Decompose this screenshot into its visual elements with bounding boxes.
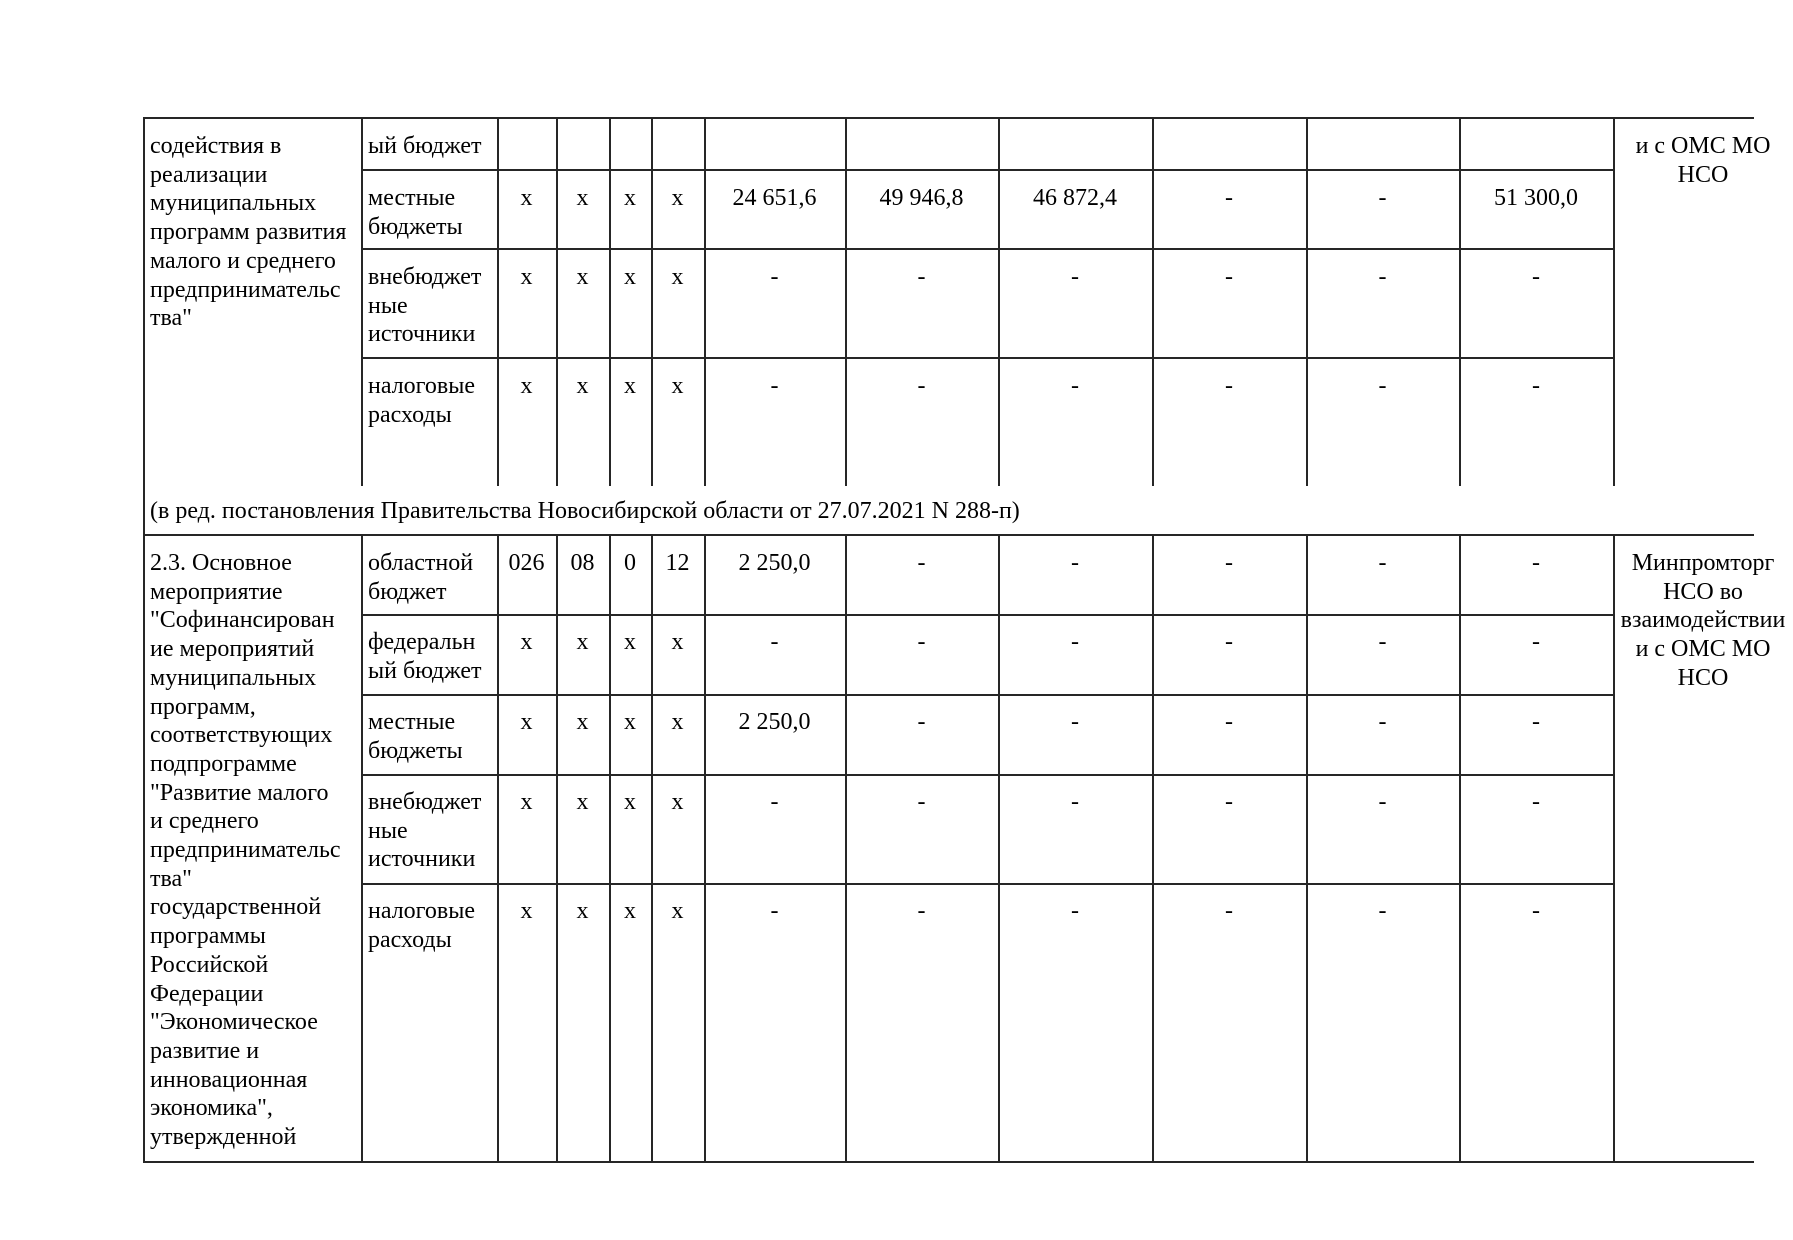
executor-line: и с ОМС МО	[1635, 133, 1771, 159]
table-cell-value: x	[671, 185, 684, 211]
table-cell-value: x	[576, 898, 589, 924]
table-cell-value: x	[520, 264, 533, 290]
funding-source-label: местные	[368, 709, 456, 735]
measure-name-line: муниципальных	[150, 664, 317, 691]
measure-name-line: Федерации	[150, 980, 264, 1007]
funding-source-label: ные	[368, 292, 408, 319]
table-cell-value: x	[520, 185, 533, 211]
table-cell-value: 2 250,0	[738, 709, 811, 735]
table-cell-value: 026	[508, 550, 545, 576]
table-cell-value: -	[1532, 550, 1540, 576]
funding-source-label: источники	[368, 321, 476, 348]
table-cell-value: x	[624, 709, 636, 735]
funding-source-label: расходы	[368, 401, 452, 428]
funding-source-label: налоговые	[368, 898, 476, 924]
measure-name-line: "Экономическое	[150, 1009, 318, 1036]
row-divider	[361, 774, 1613, 776]
column-divider	[998, 117, 1000, 486]
table-cell-value: -	[1378, 264, 1387, 290]
table-cell-value: x	[671, 709, 684, 735]
table-cell-value: -	[1071, 709, 1079, 735]
table-cell-value: -	[917, 373, 926, 399]
table-cell-value: -	[1225, 185, 1233, 211]
table-cell-value: x	[576, 264, 589, 290]
table-cell-value: x	[624, 789, 636, 815]
funding-source-label: расходы	[368, 926, 452, 953]
table-cell-value: -	[1532, 898, 1540, 924]
row-divider	[361, 248, 1613, 250]
table-cell-value: -	[1378, 373, 1387, 399]
measure-name-line: муниципальных	[150, 190, 317, 217]
row-divider	[361, 169, 1613, 171]
table-cell-value: x	[520, 898, 533, 924]
table-cell-value: 2 250,0	[738, 550, 811, 576]
table-cell-value: -	[1378, 185, 1387, 211]
table-cell-value: x	[520, 709, 533, 735]
funding-source-label: бюджет	[368, 578, 447, 605]
funding-source-label: областной	[368, 550, 474, 576]
table-cell-value: -	[1378, 629, 1387, 655]
row-divider	[361, 614, 1613, 616]
table-cell-value: -	[917, 789, 926, 815]
funding-source-label: бюджеты	[368, 737, 463, 764]
executor-line: и с ОМС МО	[1635, 636, 1771, 663]
table-cell-value: x	[520, 789, 533, 815]
measure-name-line: малого и среднего	[150, 247, 336, 274]
executor-line: взаимодействии	[1620, 607, 1786, 634]
table-cell-value: 49 946,8	[879, 185, 964, 211]
measure-name-line: программ развития	[150, 219, 347, 246]
column-divider	[651, 117, 653, 486]
table-cell-value: x	[671, 789, 684, 815]
measure-name-line: экономика",	[150, 1095, 273, 1122]
row-divider	[361, 694, 1613, 696]
table-cell-value: -	[1532, 709, 1540, 735]
table-cell-value: x	[624, 185, 636, 211]
measure-name-line: содействия в	[150, 133, 282, 159]
table-cell-value: x	[576, 373, 589, 399]
column-divider	[556, 117, 558, 486]
measure-name-line: подпрограмме	[150, 750, 297, 777]
funding-source-label: ные	[368, 817, 408, 844]
column-divider	[609, 117, 611, 486]
executor-line: НСО	[1677, 161, 1729, 188]
table-cell-value: x	[671, 373, 684, 399]
table-border-top	[143, 117, 1754, 119]
funding-source-label: федеральн	[368, 629, 476, 655]
table-cell-value: -	[917, 709, 926, 735]
column-divider	[704, 117, 706, 486]
table-cell-value: -	[1071, 373, 1079, 399]
table-cell-value: -	[770, 898, 779, 924]
column-divider	[1459, 117, 1461, 486]
table-cell-value: x	[520, 629, 533, 655]
measure-name-line: соответствующих	[150, 722, 333, 749]
measure-name-line: предпринимательс	[150, 837, 341, 863]
amendment-note: (в ред. постановления Правительства Новосибирской области от 27.07.2021 N 288-п)	[150, 498, 1020, 524]
table-border-left	[143, 534, 145, 1163]
funding-source-label: внебюджет	[368, 264, 482, 290]
table-cell-value: -	[1225, 373, 1233, 399]
column-divider	[845, 117, 847, 486]
table-border-left	[143, 117, 145, 535]
table-cell-value: -	[1071, 789, 1079, 815]
table-cell-value: x	[520, 373, 533, 399]
measure-name-line: утвержденной	[150, 1124, 297, 1150]
table-cell-value: -	[1071, 898, 1079, 924]
table-cell-value: x	[671, 264, 684, 290]
table-cell-value: -	[1378, 550, 1387, 576]
measure-name-line: мероприятие	[150, 578, 283, 605]
table-cell-value: 24 651,6	[732, 185, 817, 211]
measure-name-line: ие мероприятий	[150, 636, 315, 663]
table-cell-value: x	[576, 629, 589, 655]
measure-name-line: и среднего	[150, 808, 259, 835]
table-cell-value: -	[1225, 789, 1233, 815]
table-cell-value: -	[1071, 264, 1079, 290]
table-cell-value: -	[1378, 898, 1387, 924]
table-cell-value: -	[770, 373, 779, 399]
table-cell-value: x	[624, 629, 636, 655]
funding-source-label: ый бюджет	[368, 657, 482, 684]
measure-name-line: программ,	[150, 693, 256, 720]
funding-source-label: налоговые	[368, 373, 476, 399]
funding-source-label: местные	[368, 185, 456, 211]
funding-source-label: бюджеты	[368, 213, 463, 240]
table-cell-value: -	[917, 898, 926, 924]
table-cell-value: x	[576, 789, 589, 815]
table-cell-value: -	[917, 550, 926, 576]
table-cell-value: -	[770, 789, 779, 815]
executor-line: НСО во	[1663, 578, 1743, 605]
table-cell-value: -	[1225, 264, 1233, 290]
table-cell-value: x	[624, 264, 636, 290]
table-cell-value: -	[1225, 629, 1233, 655]
table-cell-value: -	[1071, 629, 1079, 655]
measure-name-line: предпринимательс	[150, 276, 341, 303]
funding-source-label: внебюджет	[368, 789, 482, 815]
funding-source-label: ый бюджет	[368, 133, 482, 159]
table-cell-value: x	[576, 185, 589, 211]
table-cell-value: x	[671, 898, 684, 924]
table-cell-value: -	[917, 264, 926, 290]
table-cell-value: -	[1225, 709, 1233, 735]
table-cell-value: x	[624, 373, 636, 399]
table-border-bottom	[143, 1161, 1754, 1163]
table-cell-value: -	[1225, 550, 1233, 576]
executor-line: Минпромторг	[1631, 550, 1775, 576]
column-divider	[361, 117, 363, 486]
table-cell-value: -	[1225, 898, 1233, 924]
table-row-border	[143, 534, 1754, 536]
table-cell-value: x	[576, 709, 589, 735]
column-divider	[1152, 117, 1154, 486]
table-cell-value: -	[1532, 264, 1540, 290]
measure-name-line: Российской	[150, 951, 269, 978]
table-cell-value: 0	[624, 550, 636, 576]
table-cell-value: -	[770, 264, 779, 290]
measure-name-line: инновационная	[150, 1066, 308, 1093]
table-cell-value: -	[770, 629, 779, 655]
table-cell-value: -	[1532, 789, 1540, 815]
measure-name-line: тва"	[150, 865, 192, 892]
table-cell-value: 12	[665, 550, 690, 576]
table-cell-value: 46 872,4	[1033, 185, 1117, 211]
table-cell-value: -	[1071, 550, 1079, 576]
table-cell-value: -	[1378, 789, 1387, 815]
measure-name-line: программы	[150, 923, 266, 950]
executor-line: НСО	[1677, 664, 1729, 691]
measure-name-line: 2.3. Основное	[150, 550, 292, 576]
table-cell-value: 08	[570, 550, 595, 576]
table-cell-value: x	[624, 898, 636, 924]
table-cell-value: -	[1378, 709, 1387, 735]
column-divider	[361, 534, 363, 1163]
table-cell-value: x	[671, 629, 684, 655]
row-divider	[361, 883, 1613, 885]
table-cell-value: -	[1532, 629, 1540, 655]
table-cell-value: -	[1532, 373, 1540, 399]
column-divider	[1306, 117, 1308, 486]
measure-name-line: государственной	[150, 894, 322, 921]
measure-name-line: развитие и	[150, 1037, 260, 1064]
table-cell-value: 51 300,0	[1494, 185, 1578, 211]
measure-name-line: "Софинансирован	[150, 607, 335, 634]
table-cell-value: -	[917, 629, 926, 655]
measure-name-line: тва"	[150, 305, 192, 332]
measure-name-line: реализации	[150, 161, 268, 188]
row-divider	[361, 357, 1613, 359]
measure-name-line: "Развитие малого	[150, 779, 329, 806]
funding-source-label: источники	[368, 846, 476, 873]
